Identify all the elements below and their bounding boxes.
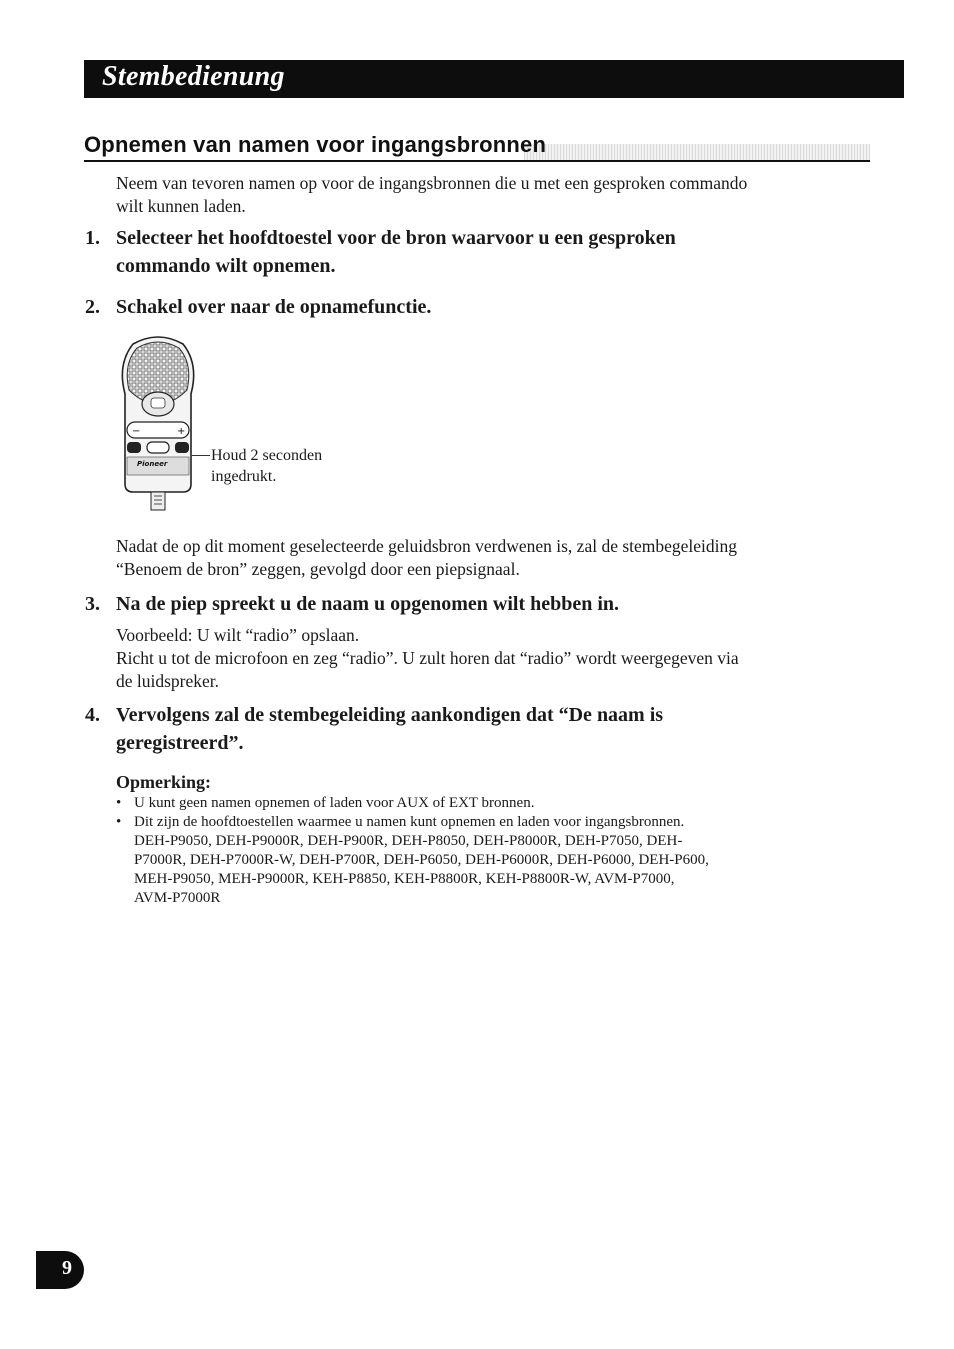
figure-caption: [211, 445, 322, 487]
note-title: Opmerking:: [116, 772, 212, 792]
brand-logo: Pioneer: [137, 460, 168, 468]
step3-paragraph: [116, 624, 739, 693]
caption-line: Houd 2 seconden: [211, 447, 323, 464]
svg-text:+: +: [177, 426, 186, 437]
step-number: 2.: [85, 296, 100, 318]
intro-line: Neem van tevoren namen op voor de ingangsbronnen die u met een gesproken commando: [116, 173, 748, 193]
heading-shade-decoration: [524, 144, 870, 160]
note-item: [116, 794, 816, 813]
heading-rule: [84, 160, 870, 162]
bullet: •: [116, 814, 122, 830]
paragraph-line: de luidspreker.: [116, 671, 220, 691]
model-list-line: DEH-P9050, DEH-P9000R, DEH-P900R, DEH-P8050, DEH-P8000R, DEH-P7050, DEH-: [134, 833, 683, 849]
bullet: •: [116, 795, 122, 811]
paragraph-line: Voorbeeld: U wilt “radio” opslaan.: [116, 625, 360, 645]
step-text: Na de piep spreekt u de naam u opgenomen wilt hebben in.: [116, 593, 620, 615]
section-title: Opnemen van namen voor ingangsbronnen: [84, 132, 547, 157]
note-item: [116, 813, 816, 908]
page-number-tab: [36, 1251, 84, 1289]
note-text: Dit zijn de hoofdtoestellen waarmee u namen kunt opnemen en laden voor ingangsbronnen.: [134, 814, 685, 830]
intro-line: wilt kunnen laden.: [116, 196, 246, 216]
step-text: geregistreerd”.: [116, 732, 244, 754]
note-list: [116, 794, 816, 908]
step-text: commando wilt opnemen.: [116, 255, 336, 277]
model-list-line: P7000R, DEH-P7000R-W, DEH-P700R, DEH-P6050, DEH-P6000R, DEH-P6000, DEH-P600,: [134, 852, 709, 868]
voice-remote-illustration: [113, 334, 203, 512]
step-4: [85, 701, 845, 757]
step-text: Vervolgens zal de stembegeleiding aankondigen dat “De naam is: [116, 704, 664, 726]
chapter-title: Stembedienung: [102, 61, 285, 92]
section-heading: [84, 132, 870, 164]
step-number: 3.: [85, 593, 100, 615]
page-number: 9: [62, 1257, 72, 1279]
paragraph-line: “Benoem de bron” zeggen, gevolgd door een piepsignaal.: [116, 559, 520, 579]
step-text: Schakel over naar de opnamefunctie.: [116, 296, 432, 318]
step2-followup-paragraph: [116, 535, 737, 581]
step-number: 1.: [85, 227, 100, 249]
paragraph-line: Nadat de op dit moment geselecteerde geluidsbron verdwenen is, zal de stembegeleiding: [116, 536, 738, 556]
step-2: [85, 293, 845, 321]
step-number: 4.: [85, 704, 100, 726]
step-1: [85, 224, 845, 280]
model-list-line: MEH-P9050, MEH-P9000R, KEH-P8850, KEH-P8800R, KEH-P8800R-W, AVM-P7000,: [134, 871, 675, 887]
chapter-header-bar: [84, 60, 904, 98]
caption-leader-line: [192, 455, 210, 456]
note-text: U kunt geen namen opnemen of laden voor AUX of EXT bronnen.: [134, 795, 535, 811]
step-text: Selecteer het hoofdtoestel voor de bron waarvoor u een gesproken: [116, 227, 676, 249]
svg-text:−: −: [132, 426, 141, 437]
intro-paragraph: [116, 172, 747, 218]
model-list-line: AVM-P7000R: [134, 890, 221, 906]
step-3: [85, 590, 845, 618]
paragraph-line: Richt u tot de microfoon en zeg “radio”. U zult horen dat “radio” wordt weergegeven via: [116, 648, 739, 668]
caption-line: ingedrukt.: [211, 468, 277, 485]
